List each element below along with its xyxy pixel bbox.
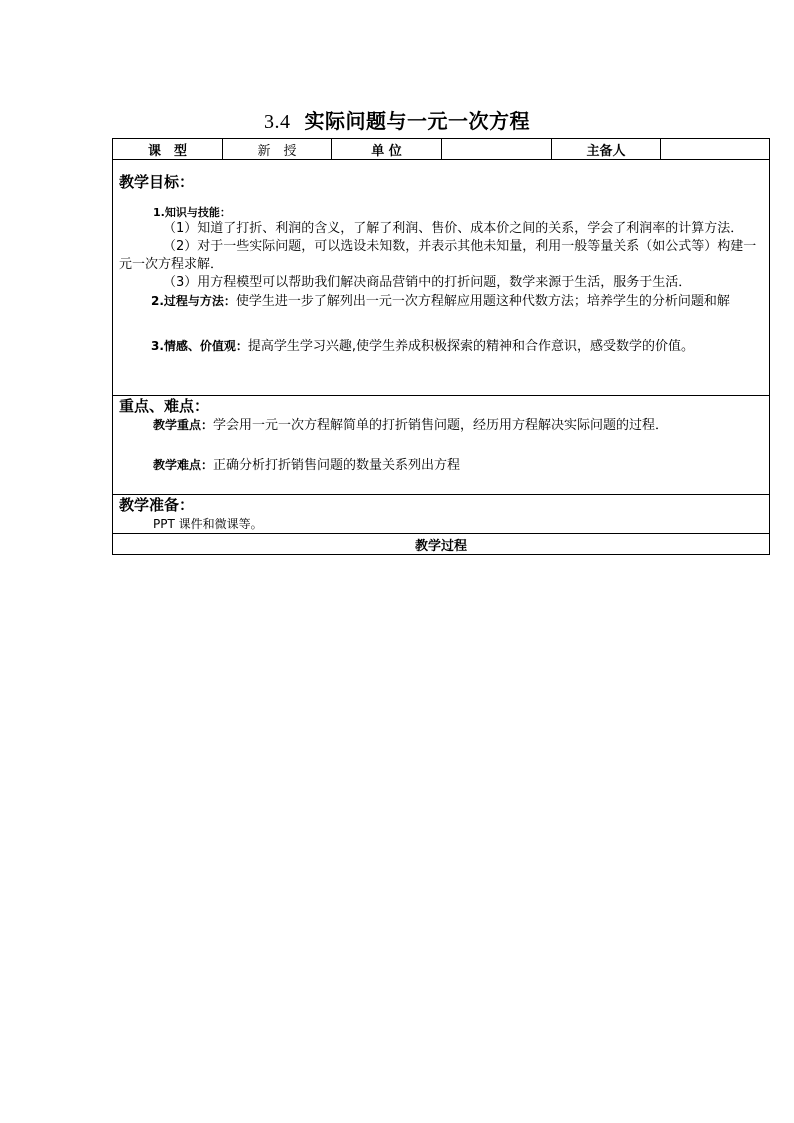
header-row: [113, 139, 770, 160]
emotion-goal-text: 提高学生学习兴趣,使学生养成积极探索的精神和合作意识，感受数学的价值。: [247, 339, 695, 354]
preparer-value: [661, 139, 770, 160]
prep-row: [113, 495, 770, 534]
prep-heading: 教学准备：: [119, 496, 195, 514]
focus-row: [113, 396, 770, 495]
prep-text: PPT 课件和微课等。: [153, 517, 263, 531]
goals-row: [113, 160, 770, 396]
unit-label: 单 位: [332, 139, 442, 160]
type-label: 课 型: [113, 139, 223, 160]
prep-cell: [113, 495, 770, 534]
process-row: [113, 534, 770, 555]
type-value: 新 授: [223, 139, 332, 160]
knowledge-item-1: （1）知道了打折、利润的含义，了解了利润、售价、成本价之间的关系，学会了利润率的计算方法．: [163, 221, 744, 236]
key-point-label: 教学重点：: [153, 418, 214, 432]
goals-heading: 教学目标：: [119, 173, 195, 191]
goals-cell: [113, 160, 770, 396]
process-goal-text: 使学生进一步了解列出一元一次方程解应用题这种代数方法；培养学生的分析问题和解: [235, 294, 730, 309]
difficulty-point: [153, 456, 763, 475]
teaching-process-label: 教学过程: [113, 534, 770, 555]
difficulty-point-text: 正确分析打折销售问题的数量关系列出方程: [213, 458, 461, 473]
process-goal: [119, 292, 763, 311]
process-goal-label: 2.过程与方法：: [151, 294, 236, 308]
unit-value: [442, 139, 552, 160]
section-number: 3.4: [264, 111, 291, 133]
preparer-label: 主备人: [552, 139, 661, 160]
emotion-goal-label: 3.情感、价值观：: [151, 339, 248, 353]
focus-cell: [113, 396, 770, 495]
knowledge-item-2: （2）对于一些实际问题，可以选设未知数，并表示其他未知量，利用一般等量关系（如公式等）构建一元一次方程求解．: [119, 239, 757, 272]
emotion-goal: [119, 337, 763, 356]
title-text: 实际问题与一元一次方程: [304, 109, 530, 133]
lesson-plan-table: [112, 138, 770, 555]
key-point: [153, 416, 763, 435]
knowledge-item-3: （3）用方程模型可以帮助我们解决商品营销中的打折问题，数学来源于生活，服务于生活．: [163, 275, 692, 290]
difficulty-point-label: 教学难点：: [153, 458, 214, 472]
document-title: [0, 105, 794, 134]
knowledge-heading: 1.知识与技能：: [153, 206, 231, 219]
focus-heading: 重点、难点：: [119, 397, 210, 415]
key-point-text: 学会用一元一次方程解简单的打折销售问题，经历用方程解决实际问题的过程．: [213, 418, 669, 433]
